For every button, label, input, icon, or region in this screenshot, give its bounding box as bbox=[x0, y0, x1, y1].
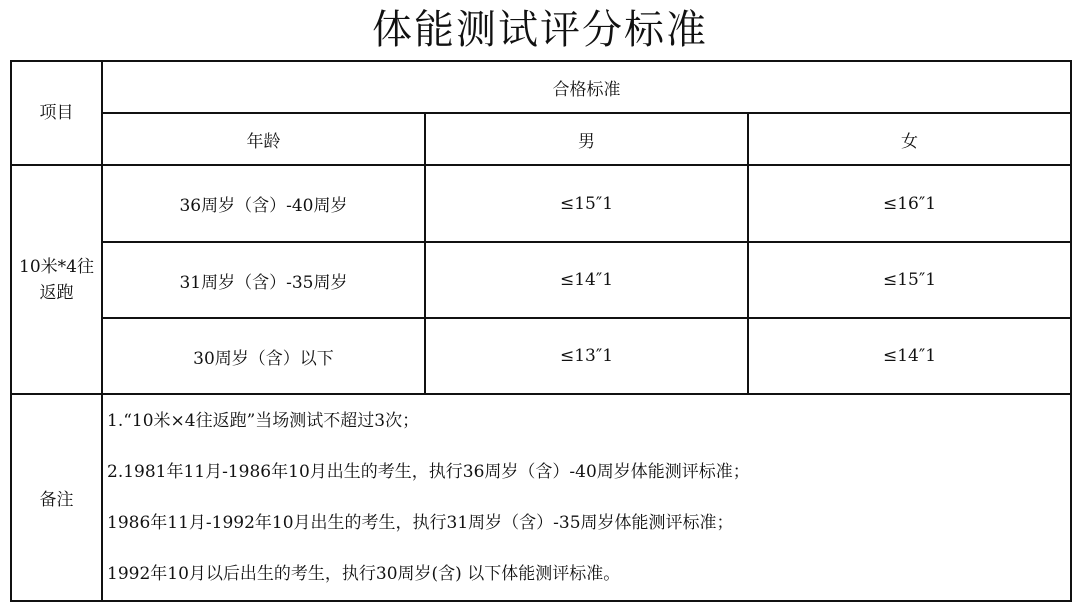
header-age: 年龄 bbox=[102, 113, 425, 165]
header-standard: 合格标准 bbox=[102, 61, 1071, 113]
female-cell: ≤14″1 bbox=[748, 318, 1071, 394]
notes-row bbox=[11, 394, 1071, 601]
notes-label: 备注 bbox=[11, 394, 102, 601]
female-cell: ≤16″1 bbox=[748, 165, 1071, 242]
header-row-1 bbox=[11, 61, 1071, 113]
header-item: 项目 bbox=[11, 61, 102, 165]
female-cell: ≤15″1 bbox=[748, 242, 1071, 318]
note-line: 1.“10米×4往返跑”当场测试不超过3次； bbox=[107, 410, 420, 431]
header-male: 男 bbox=[425, 113, 748, 165]
event-name-cell bbox=[11, 165, 102, 394]
table-row bbox=[11, 318, 1071, 394]
age-cell: 31周岁（含）-35周岁 bbox=[102, 242, 425, 318]
table-row bbox=[11, 242, 1071, 318]
age-cell: 36周岁（含）-40周岁 bbox=[102, 165, 425, 242]
event-name-line1: 10米*4往 bbox=[19, 256, 94, 277]
header-female: 女 bbox=[748, 113, 1071, 165]
notes-cell bbox=[102, 394, 1071, 601]
male-cell: ≤15″1 bbox=[425, 165, 748, 242]
note-line: 1992年10月以后出生的考生，执行30周岁(含) 以下体能测评标准。 bbox=[107, 564, 621, 585]
male-cell: ≤14″1 bbox=[425, 242, 748, 318]
note-line: 1986年11月-1992年10月出生的考生，执行31周岁（含）-35周岁体能测评标准； bbox=[107, 513, 734, 534]
note-line: 2.1981年11月-1986年10月出生的考生，执行36周岁（含）-40周岁体能测评标准； bbox=[107, 461, 750, 482]
notes-list bbox=[103, 395, 1070, 600]
standards-table bbox=[10, 60, 1072, 602]
event-name-line2: 返跑 bbox=[39, 282, 74, 303]
header-row-2 bbox=[11, 113, 1071, 165]
page-title: 体能测试评分标准 bbox=[372, 7, 708, 53]
male-cell: ≤13″1 bbox=[425, 318, 748, 394]
table-row bbox=[11, 165, 1071, 242]
age-cell: 30周岁（含）以下 bbox=[102, 318, 425, 394]
